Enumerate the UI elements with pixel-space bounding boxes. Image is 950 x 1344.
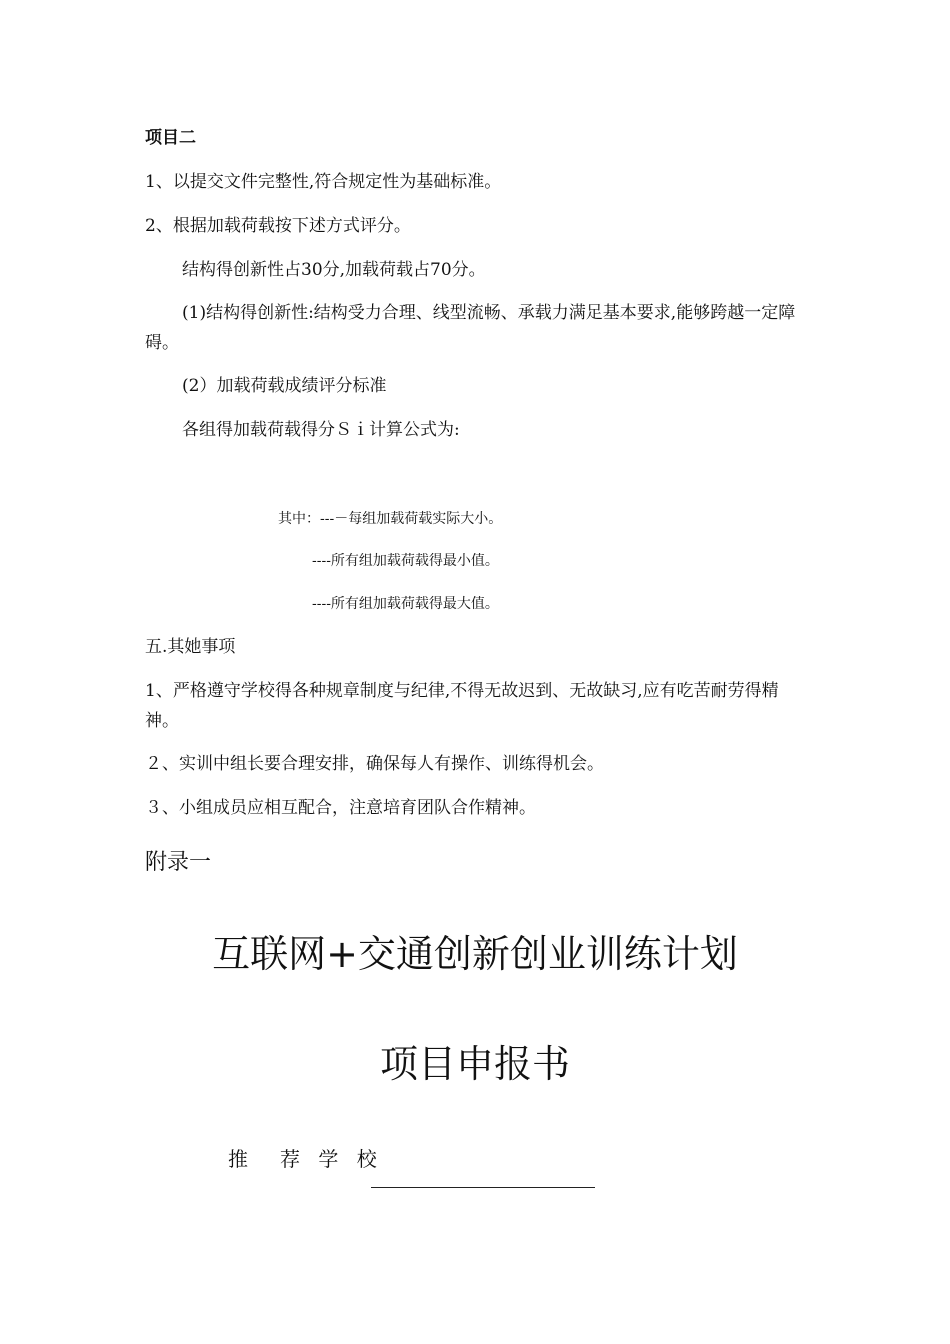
section-heading: 项目二 [145, 128, 196, 148]
formula-note-1: 其中：---－每组加载荷载实际大小。 [278, 511, 503, 527]
school-field-label: 推 荐 学 校 [228, 1147, 383, 1171]
formula-note-2: ----所有组加载荷载得最小值。 [312, 553, 499, 569]
formula-intro: 各组得加载荷载得分Ｓｉ计算公式为: [182, 420, 460, 440]
other-item-3: ３、小组成员应相互配合，注意培育团队合作精神。 [145, 798, 536, 818]
other-item-2: ２、实训中组长要合理安排，确保每人有操作、训练得机会。 [145, 754, 604, 774]
application-subtitle: 项目申报书 [379, 1042, 570, 1086]
innovation-criterion: (1)结构得创新性:结构受力合理、线型流畅、承载力满足基本要求,能够跨越一定障碍。 [145, 303, 796, 353]
other-item-1: 1、严格遵守学校得各种规章制度与纪律,不得无故迟到、无故缺习,应有吃苦耐劳得精神。 [145, 681, 779, 731]
criteria-item-1: 1、以提交文件完整性,符合规定性为基础标准。 [145, 172, 502, 192]
load-criterion: (2）加载荷载成绩评分标准 [182, 376, 387, 396]
score-split: 结构得创新性占30分,加载荷载占70分。 [182, 260, 486, 280]
application-title: 互联网+交通创新创业训练计划 [212, 932, 738, 976]
criteria-item-2: 2、根据加载荷载按下述方式评分。 [145, 216, 411, 236]
other-heading: 五.其她事项 [145, 637, 236, 657]
formula-note-3: ----所有组加载荷载得最大值。 [312, 596, 499, 612]
school-field-underline[interactable] [371, 1187, 595, 1188]
appendix-label: 附录一 [145, 850, 212, 875]
